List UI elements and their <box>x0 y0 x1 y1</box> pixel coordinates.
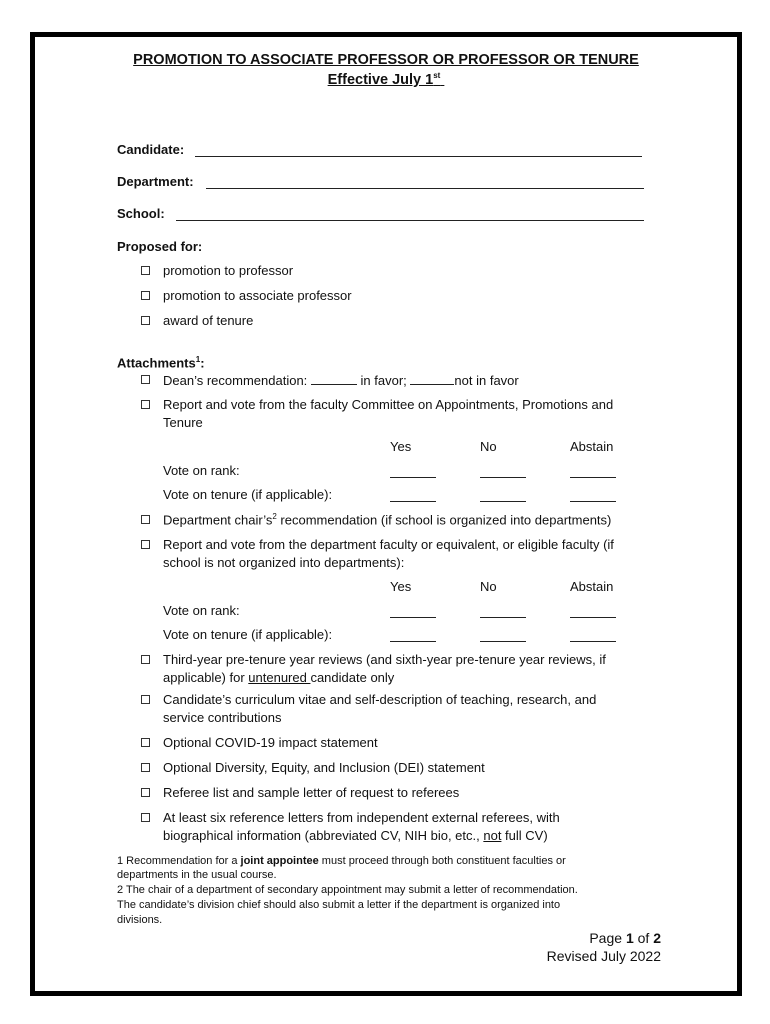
checkbox-cv[interactable] <box>141 695 150 704</box>
in-favor-label: in favor; <box>360 373 407 388</box>
committee-report-line1: Report and vote from the faculty Committee on Appointments, Promotions and <box>163 397 614 412</box>
covid-statement: Optional COVID-19 impact statement <box>163 735 378 750</box>
checkbox-dean-recommendation[interactable] <box>141 375 150 384</box>
cv-line1: Candidate’s curriculum vitae and self-description of teaching, research, and <box>163 692 597 707</box>
vote2-rank-abstain[interactable] <box>570 617 616 618</box>
vote1-rank-label: Vote on rank: <box>163 463 240 478</box>
page-current: 1 <box>625 930 634 946</box>
footnote-2-line3: divisions. <box>117 914 163 926</box>
not-in-favor-label: not in favor <box>454 373 519 388</box>
chair-recommendation <box>163 512 611 527</box>
attachments-heading-colon: : <box>200 355 205 371</box>
dei-statement: Optional Diversity, Equity, and Inclusion (DEI) statement <box>163 760 485 775</box>
reference-letters-post: full CV) <box>501 828 548 843</box>
vote1-tenure-no[interactable] <box>480 501 526 502</box>
revised-date: Revised July 2022 <box>546 948 661 964</box>
school-label: School: <box>117 206 165 221</box>
checkbox-chair-recommendation[interactable] <box>141 515 150 524</box>
third-year-review-pre: applicable) for <box>163 670 249 685</box>
school-line[interactable] <box>176 220 644 221</box>
vote2-header-no: No <box>480 579 497 594</box>
page-of: of <box>633 930 654 946</box>
reference-letters-pre: biographical information (abbreviated CV, NIH bio, etc., <box>163 828 484 843</box>
reference-letters-underlined: not <box>483 828 502 843</box>
department-report-line2: school is not organized into departments): <box>163 555 405 570</box>
vote2-rank-no[interactable] <box>480 617 526 618</box>
checkbox-dei[interactable] <box>141 763 150 772</box>
checkbox-committee-report[interactable] <box>141 400 150 409</box>
committee-report-line2: Tenure <box>163 415 203 430</box>
effective-date-text: Effective July 1 <box>327 71 434 88</box>
checkbox-promotion-professor[interactable] <box>141 266 150 275</box>
vote2-tenure-no[interactable] <box>480 641 526 642</box>
referee-list: Referee list and sample letter of request to referees <box>163 785 460 800</box>
footnote-2-line2: The candidate’s division chief should also submit a letter if the department is organized into <box>117 899 561 911</box>
checkbox-third-year-review[interactable] <box>141 655 150 664</box>
checkbox-award-tenure[interactable] <box>141 316 150 325</box>
checkbox-promotion-associate[interactable] <box>141 291 150 300</box>
dean-recommendation-label: Dean’s recommendation: <box>163 373 308 388</box>
attachments-heading-text: Attachments <box>117 355 196 371</box>
vote2-rank-yes[interactable] <box>390 617 436 618</box>
footnote-1-bold: joint appointee <box>240 855 319 867</box>
attachments-heading-sup: 1 <box>195 355 201 364</box>
reference-letters-line1: At least six reference letters from independent external referees, with <box>163 810 560 825</box>
department-label: Department: <box>117 174 194 189</box>
effective-date <box>35 71 737 88</box>
chair-recommendation-sup: 2 <box>272 512 277 521</box>
footnote-1-line2: departments in the usual course. <box>117 869 277 881</box>
third-year-review-line2 <box>163 670 394 685</box>
vote1-rank-yes[interactable] <box>390 477 436 478</box>
effective-date-sup: st <box>433 71 441 80</box>
vote2-header-yes: Yes <box>390 579 412 594</box>
department-report-line1: Report and vote from the department faculty or equivalent, or eligible faculty (if <box>163 537 614 552</box>
document-title: PROMOTION TO ASSOCIATE PROFESSOR OR PROFESSOR OR TENURE <box>133 52 639 68</box>
third-year-review-line1: Third-year pre-tenure year reviews (and sixth-year pre-tenure year reviews, if <box>163 652 606 667</box>
third-year-review-post: candidate only <box>310 670 395 685</box>
dean-recommendation <box>163 372 519 388</box>
vote1-tenure-label: Vote on tenure (if applicable): <box>163 487 333 502</box>
option-award-tenure: award of tenure <box>163 313 254 328</box>
vote1-header-no: No <box>480 439 497 454</box>
not-in-favor-blank[interactable] <box>410 372 454 385</box>
vote1-tenure-yes[interactable] <box>390 501 436 502</box>
checkbox-reference-letters[interactable] <box>141 813 150 822</box>
vote1-header-yes: Yes <box>390 439 412 454</box>
checkbox-department-report[interactable] <box>141 540 150 549</box>
vote2-tenure-abstain[interactable] <box>570 641 616 642</box>
vote1-rank-abstain[interactable] <box>570 477 616 478</box>
document-page <box>30 32 742 996</box>
chair-recommendation-post: recommendation (if school is organized into departments) <box>276 512 612 528</box>
attachments-heading <box>117 355 205 370</box>
cv-line2: service contributions <box>163 710 282 725</box>
footnote-2-line1: 2 The chair of a department of secondary appointment may submit a letter of recommendation. <box>117 884 578 896</box>
vote2-tenure-label: Vote on tenure (if applicable): <box>163 627 333 642</box>
vote1-rank-no[interactable] <box>480 477 526 478</box>
candidate-label: Candidate: <box>117 142 185 157</box>
third-year-review-underlined: untenured <box>248 670 311 685</box>
page-word: Page <box>589 930 626 946</box>
page-total: 2 <box>653 930 661 946</box>
footnote-1-post: must proceed through both constituent faculties or <box>318 855 566 867</box>
department-line[interactable] <box>206 188 644 189</box>
proposed-heading: Proposed for: <box>117 239 203 254</box>
footnote-1-pre: 1 Recommendation for a <box>117 855 241 867</box>
vote1-header-abstain: Abstain <box>570 439 614 454</box>
candidate-line[interactable] <box>195 156 642 157</box>
in-favor-blank[interactable] <box>311 372 357 385</box>
vote2-header-abstain: Abstain <box>570 579 614 594</box>
page-number <box>415 930 661 946</box>
checkbox-referee-list[interactable] <box>141 788 150 797</box>
option-promotion-professor: promotion to professor <box>163 263 294 278</box>
option-promotion-associate: promotion to associate professor <box>163 288 352 303</box>
checkbox-covid[interactable] <box>141 738 150 747</box>
vote2-rank-label: Vote on rank: <box>163 603 240 618</box>
vote1-tenure-abstain[interactable] <box>570 501 616 502</box>
footnote-1 <box>117 855 566 867</box>
chair-recommendation-pre: Department chair’s <box>163 512 273 528</box>
reference-letters-line2 <box>163 828 548 843</box>
vote2-tenure-yes[interactable] <box>390 641 436 642</box>
